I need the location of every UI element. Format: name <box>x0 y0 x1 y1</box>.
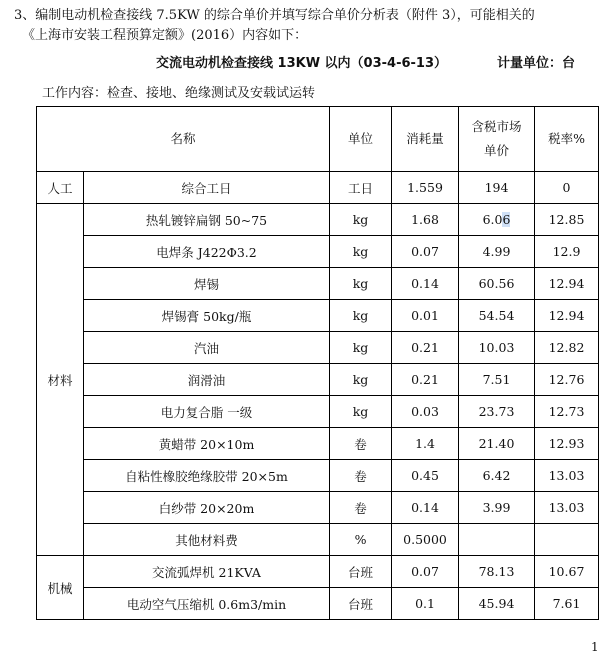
item-unit: kg <box>330 268 392 300</box>
item-consumption: 0.07 <box>392 556 459 588</box>
table-row <box>37 364 599 396</box>
table-row <box>37 556 599 588</box>
work-content: 工作内容：检查、接地、绝缘测试及安载试运转 <box>42 86 316 101</box>
item-consumption: 0.01 <box>392 300 459 332</box>
item-name: 润滑油 <box>84 364 330 396</box>
header-tax-rate: 税率% <box>535 107 599 172</box>
item-name: 电动空气压缩机 0.6m3/min <box>84 588 330 620</box>
item-price: 4.99 <box>459 236 535 268</box>
item-unit: kg <box>330 236 392 268</box>
table-header-row <box>37 107 599 172</box>
item-name: 汽油 <box>84 332 330 364</box>
item-name: 交流弧焊机 21KVA <box>84 556 330 588</box>
item-tax-rate: 12.94 <box>535 268 599 300</box>
measurement-unit-label: 计量单位：台 <box>497 56 576 71</box>
page-number: 1 <box>591 640 599 654</box>
item-unit: 卷 <box>330 428 392 460</box>
item-tax-rate: 12.9 <box>535 236 599 268</box>
table-row <box>37 236 599 268</box>
item-name: 焊锡 <box>84 268 330 300</box>
item-price: 7.51 <box>459 364 535 396</box>
table-row <box>37 588 599 620</box>
table-row <box>37 428 599 460</box>
group-label-labor: 人工 <box>37 172 84 204</box>
item-unit: kg <box>330 364 392 396</box>
item-consumption: 0.07 <box>392 236 459 268</box>
table-title: 交流电动机检查接线 13KW 以内（03-4-6-13） <box>156 56 448 71</box>
header-unit: 单位 <box>330 107 392 172</box>
item-consumption: 1.559 <box>392 172 459 204</box>
item-tax-rate: 12.73 <box>535 396 599 428</box>
item-name: 黄蜡带 20×10m <box>84 428 330 460</box>
item-name: 焊锡膏 50kg/瓶 <box>84 300 330 332</box>
item-price: 194 <box>459 172 535 204</box>
header-price-line1: 含税市场 <box>471 119 522 134</box>
item-price: 78.13 <box>459 556 535 588</box>
group-label-machinery: 机械 <box>37 556 84 620</box>
item-price <box>459 524 535 556</box>
item-unit: 工日 <box>330 172 392 204</box>
item-name: 电力复合脂 一级 <box>84 396 330 428</box>
item-tax-rate <box>535 524 599 556</box>
intro-paragraph <box>14 6 604 46</box>
item-tax-rate: 10.67 <box>535 556 599 588</box>
intro-line-1: 3、编制电动机检查接线 7.5KW 的综合单价并填写综合单价分析表（附件 3），可能相关的 <box>14 8 535 23</box>
table-row <box>37 524 599 556</box>
item-price: 54.54 <box>459 300 535 332</box>
item-tax-rate: 7.61 <box>535 588 599 620</box>
item-price: 60.56 <box>459 268 535 300</box>
table-row <box>37 492 599 524</box>
item-unit: 卷 <box>330 492 392 524</box>
item-price <box>459 204 535 236</box>
item-unit: kg <box>330 204 392 236</box>
item-tax-rate: 13.03 <box>535 460 599 492</box>
item-consumption: 0.5000 <box>392 524 459 556</box>
item-price-text: 6.0 <box>482 212 503 227</box>
table-row <box>37 300 599 332</box>
table-row <box>37 460 599 492</box>
item-price: 10.03 <box>459 332 535 364</box>
item-name: 其他材料费 <box>84 524 330 556</box>
item-tax-rate: 12.85 <box>535 204 599 236</box>
table-row <box>37 268 599 300</box>
item-consumption: 0.14 <box>392 268 459 300</box>
header-consumption: 消耗量 <box>392 107 459 172</box>
item-unit: kg <box>330 332 392 364</box>
table-row <box>37 204 599 236</box>
item-consumption: 0.21 <box>392 332 459 364</box>
item-tax-rate: 12.94 <box>535 300 599 332</box>
item-tax-rate: 12.76 <box>535 364 599 396</box>
item-consumption: 0.14 <box>392 492 459 524</box>
table-row <box>37 172 599 204</box>
header-price <box>459 107 535 172</box>
item-tax-rate: 12.82 <box>535 332 599 364</box>
item-price: 23.73 <box>459 396 535 428</box>
header-price-line2: 单价 <box>484 143 510 158</box>
item-price: 3.99 <box>459 492 535 524</box>
item-unit: % <box>330 524 392 556</box>
item-price: 45.94 <box>459 588 535 620</box>
item-tax-rate: 12.93 <box>535 428 599 460</box>
item-unit: 台班 <box>330 588 392 620</box>
item-name: 电焊条 J422Φ3.2 <box>84 236 330 268</box>
item-unit: 台班 <box>330 556 392 588</box>
text-selection-highlight: 6 <box>502 212 511 227</box>
intro-line-2: 《上海市安装工程预算定额》(2016）内容如下： <box>22 28 308 43</box>
item-price: 21.40 <box>459 428 535 460</box>
item-tax-rate: 0 <box>535 172 599 204</box>
item-consumption: 1.68 <box>392 204 459 236</box>
item-consumption: 1.4 <box>392 428 459 460</box>
item-name: 热轧镀锌扁钢 50~75 <box>84 204 330 236</box>
item-name: 综合工日 <box>84 172 330 204</box>
item-consumption: 0.45 <box>392 460 459 492</box>
item-unit: 卷 <box>330 460 392 492</box>
item-name: 白纱带 20×20m <box>84 492 330 524</box>
item-unit: kg <box>330 396 392 428</box>
group-label-material: 材料 <box>37 204 84 556</box>
item-consumption: 0.1 <box>392 588 459 620</box>
item-name: 自粘性橡胶绝缘胶带 20×5m <box>84 460 330 492</box>
item-tax-rate: 13.03 <box>535 492 599 524</box>
item-unit: kg <box>330 300 392 332</box>
table-row <box>37 396 599 428</box>
table-row <box>37 332 599 364</box>
item-consumption: 0.03 <box>392 396 459 428</box>
quota-table <box>36 106 599 620</box>
item-price: 6.42 <box>459 460 535 492</box>
item-consumption: 0.21 <box>392 364 459 396</box>
header-name: 名称 <box>37 107 330 172</box>
